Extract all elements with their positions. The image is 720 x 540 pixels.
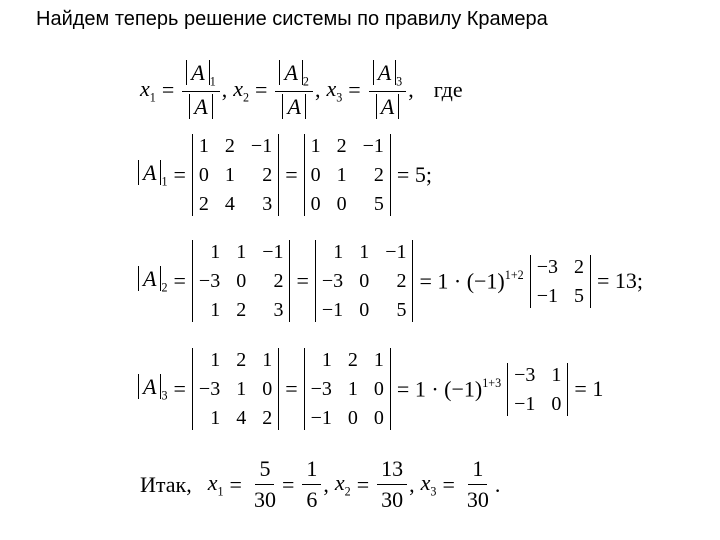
comma: , [409, 471, 415, 497]
x2-fraction: $\frac{13}{30}$ [377, 456, 407, 513]
equals-sign: = [255, 77, 268, 103]
comma: , [408, 77, 414, 103]
page-heading: Найдем теперь решение системы по правилу Крамера [36, 8, 548, 30]
where-word: где [433, 77, 463, 103]
det2-expansion: = $1 \cdot (-1)^{1+2}$ [419, 267, 524, 294]
answer-label: Итак, [140, 471, 192, 497]
x2-symbol: $x_2$ [334, 469, 351, 499]
det2-result: = 13; [596, 268, 643, 293]
x1-symbol: $x_1$ [207, 469, 224, 499]
comma: , [221, 77, 228, 103]
det2-minor: −3 2 −1 5 [530, 255, 591, 308]
x3-symbol: $x_3$ [326, 75, 343, 104]
x2-symbol: $x_2$ [233, 75, 250, 104]
det1-equation [138, 134, 438, 216]
comma: , [323, 471, 329, 497]
x1-symbol: $x_1$ [140, 75, 156, 104]
det2-symbol: A $_2$ [138, 266, 168, 295]
x3-fraction: $\frac{1}{30}$ [466, 456, 489, 512]
cramer-formula [140, 60, 469, 120]
equals-sign: = [285, 376, 298, 401]
det3-reduced-matrix: 1 2 1 −3 1 0 −1 0 0 [304, 348, 391, 430]
det2-reduced-matrix: 1 1 −1 −3 0 2 −1 0 5 [315, 240, 414, 322]
det3-matrix: 1 2 1 −3 1 0 1 4 2 [192, 348, 279, 430]
comma: , [314, 77, 321, 103]
det2-equation [138, 240, 649, 322]
answer-line [140, 456, 506, 513]
equals-sign: = [281, 471, 295, 497]
equals-sign: = [173, 268, 186, 293]
det2-matrix: 1 1 −1 −3 0 2 1 2 3 [192, 240, 291, 322]
equals-sign: = [173, 162, 186, 187]
equals-sign: = [285, 162, 298, 187]
equals-sign: = [356, 471, 370, 497]
det3-minor: −3 1 −1 0 [507, 363, 568, 416]
x1-fraction-unreduced: $\frac{5}{30}$ [253, 456, 276, 512]
det3-result: = 1 [574, 376, 604, 401]
det1-symbol: A $_1$ [138, 160, 168, 189]
det1-reduced-matrix: 1 2 −1 0 1 2 0 0 5 [304, 134, 391, 216]
equals-sign: = [173, 376, 186, 401]
x2-fraction: $\frac{A _2}{A}$ [275, 60, 313, 120]
x3-symbol: $x_3$ [420, 469, 437, 499]
equals-sign: = [296, 268, 309, 293]
det1-matrix: 1 2 −1 0 1 2 2 4 3 [192, 134, 279, 216]
det3-equation [138, 348, 609, 430]
equals-sign: = [229, 471, 242, 497]
x3-fraction: $\frac{A _3}{A}$ [369, 60, 407, 120]
equals-sign: = [442, 471, 455, 497]
x1-fraction-reduced: $\frac{1}{6}$ [302, 456, 321, 513]
equals-sign: = [161, 77, 175, 103]
period: . [494, 471, 501, 497]
det3-expansion: = $1 \cdot (-1)^{1+3}$ [396, 375, 502, 402]
x1-fraction: $\frac{A _1}{A}$ [182, 60, 220, 120]
det1-result: = 5; [396, 162, 432, 187]
equals-sign: = [348, 77, 361, 103]
det3-symbol: A $_3$ [138, 374, 168, 403]
